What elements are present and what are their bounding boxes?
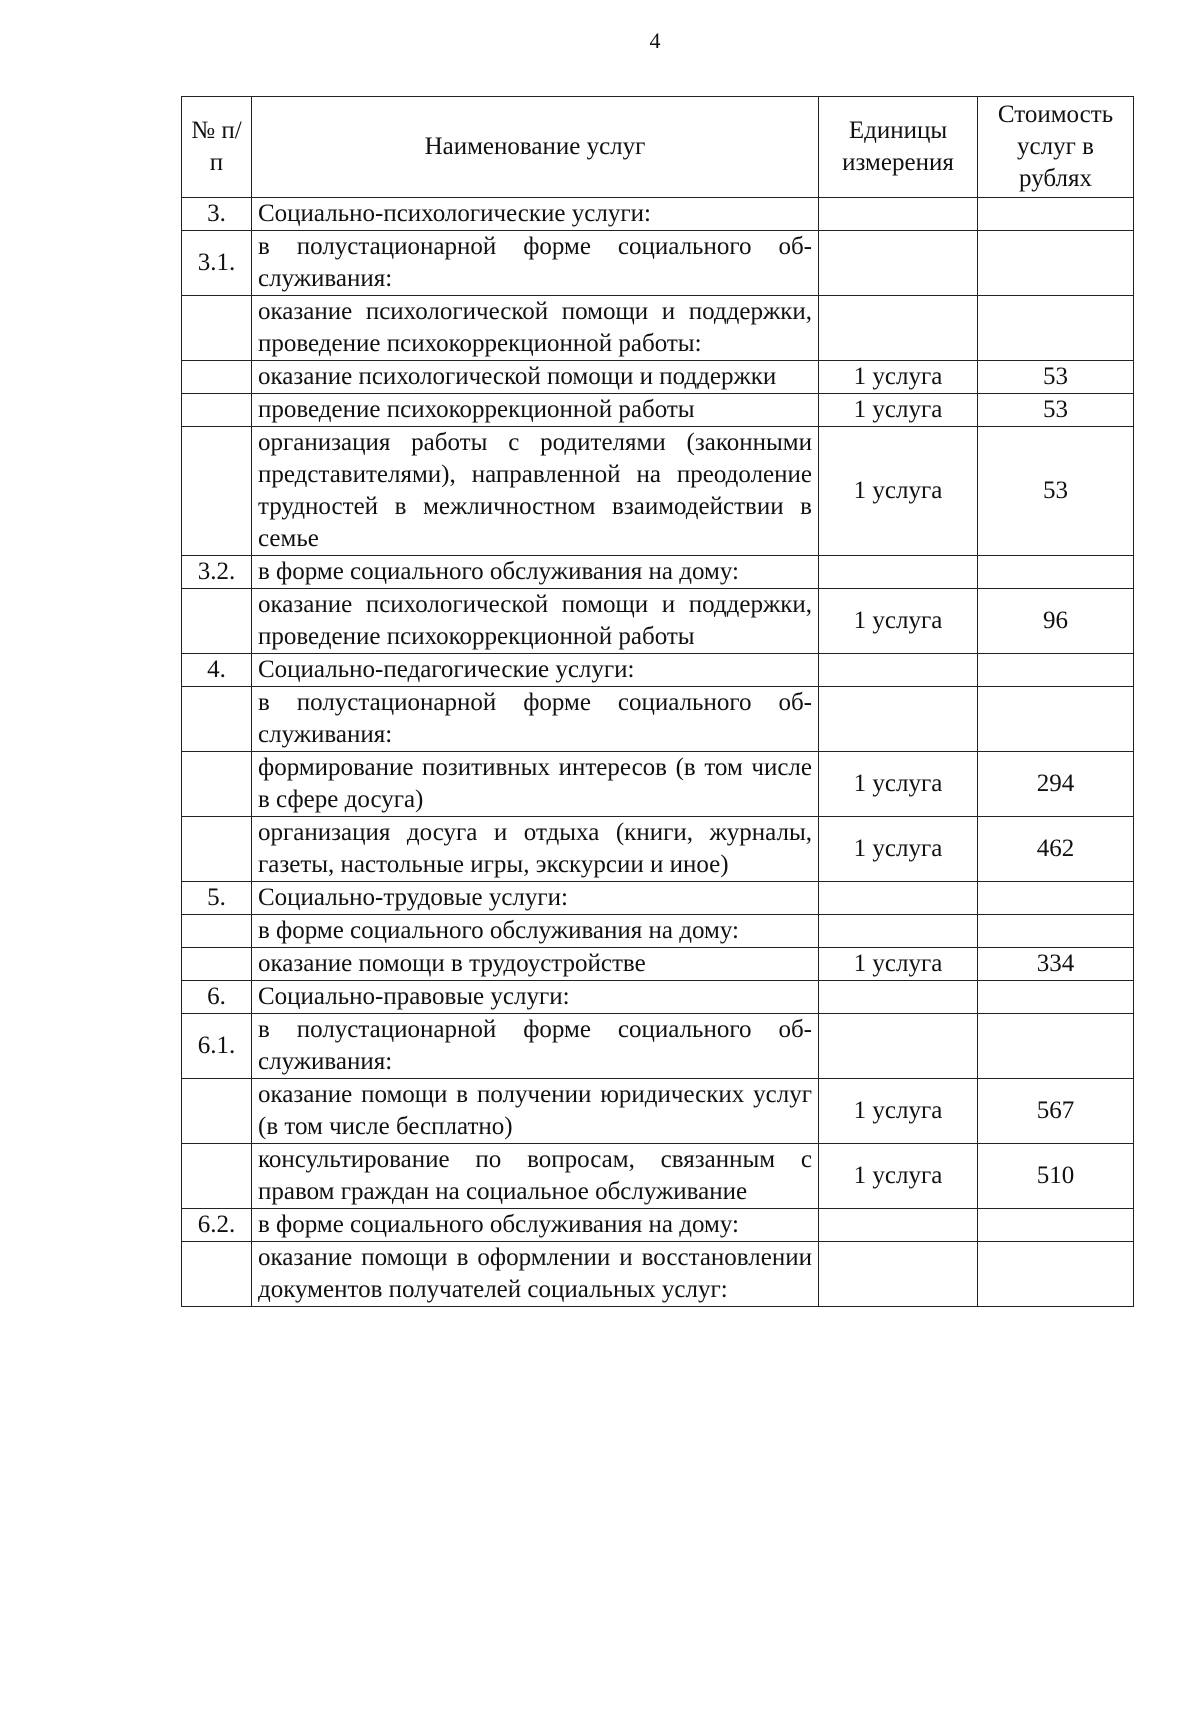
header-service-name: Наименование услуг xyxy=(252,97,819,198)
row-number xyxy=(182,1242,252,1307)
table-row xyxy=(182,817,1134,882)
row-service-name: в форме социального обслуживания на дому: xyxy=(252,1209,819,1242)
row-service-name: Социально-трудовые услуги: xyxy=(252,882,819,915)
row-price: 53 xyxy=(978,394,1134,427)
row-price xyxy=(978,296,1134,361)
row-number xyxy=(182,361,252,394)
row-unit xyxy=(819,1242,978,1307)
row-price: 462 xyxy=(978,817,1134,882)
row-price: 510 xyxy=(978,1144,1134,1209)
row-service-name: в полустационарной форме социального обслуживания: xyxy=(252,231,819,296)
row-service-name: организация работы с родителями (законными представителями), направленной на преодоление трудностей в межличностном взаимодействии в семье xyxy=(252,427,819,556)
row-unit xyxy=(819,198,978,231)
row-price xyxy=(978,231,1134,296)
row-unit xyxy=(819,1209,978,1242)
row-service-name: в форме социального обслуживания на дому: xyxy=(252,556,819,589)
page-number: 4 xyxy=(649,28,661,53)
row-price xyxy=(978,1242,1134,1307)
row-service-name: проведение психокоррекционной работы xyxy=(252,394,819,427)
row-price: 96 xyxy=(978,589,1134,654)
table-row xyxy=(182,687,1134,752)
row-number: 6. xyxy=(182,981,252,1014)
header-number: № п/п xyxy=(182,97,252,198)
table-row xyxy=(182,654,1134,687)
table-row xyxy=(182,1242,1134,1307)
row-unit xyxy=(819,981,978,1014)
row-unit: 1 услуга xyxy=(819,589,978,654)
row-service-name: Социально-правовые услуги: xyxy=(252,981,819,1014)
row-number xyxy=(182,752,252,817)
row-service-name: Социально-психологические услуги: xyxy=(252,198,819,231)
table-row xyxy=(182,1014,1134,1079)
row-price xyxy=(978,654,1134,687)
header-price: Стоимость услуг в рублях xyxy=(978,97,1134,198)
row-service-name: организация досуга и отдыха (книги, журналы, газеты, настольные игры, экскурсии и иное) xyxy=(252,817,819,882)
row-unit: 1 услуга xyxy=(819,394,978,427)
row-unit xyxy=(819,1014,978,1079)
row-number xyxy=(182,1079,252,1144)
row-unit xyxy=(819,654,978,687)
row-unit xyxy=(819,882,978,915)
row-unit: 1 услуга xyxy=(819,361,978,394)
table-row xyxy=(182,915,1134,948)
row-service-name: оказание психологической помощи и поддержки, проведение психокоррекционной работы: xyxy=(252,296,819,361)
row-number xyxy=(182,915,252,948)
row-service-name: оказание психологической помощи и поддержки xyxy=(252,361,819,394)
row-price: 334 xyxy=(978,948,1134,981)
row-service-name: оказание помощи в получении юридических услуг (в том числе бесплатно) xyxy=(252,1079,819,1144)
row-price: 53 xyxy=(978,427,1134,556)
row-unit xyxy=(819,915,978,948)
row-service-name: оказание помощи в трудоустройстве xyxy=(252,948,819,981)
row-unit: 1 услуга xyxy=(819,1144,978,1209)
row-unit xyxy=(819,296,978,361)
row-service-name: в полустационарной форме социального обслуживания: xyxy=(252,1014,819,1079)
table-row xyxy=(182,361,1134,394)
row-price xyxy=(978,915,1134,948)
row-unit xyxy=(819,556,978,589)
row-price: 294 xyxy=(978,752,1134,817)
row-service-name: оказание психологической помощи и поддержки, проведение психокоррекционной работы xyxy=(252,589,819,654)
table-row xyxy=(182,556,1134,589)
row-number: 3. xyxy=(182,198,252,231)
row-service-name: в форме социального обслуживания на дому: xyxy=(252,915,819,948)
row-unit: 1 услуга xyxy=(819,427,978,556)
table-row xyxy=(182,427,1134,556)
table-row xyxy=(182,231,1134,296)
table-row xyxy=(182,198,1134,231)
header-unit: Единицы измерения xyxy=(819,97,978,198)
row-price: 53 xyxy=(978,361,1134,394)
row-number: 5. xyxy=(182,882,252,915)
row-number xyxy=(182,589,252,654)
row-service-name: в полустационарной форме социального обслуживания: xyxy=(252,687,819,752)
row-price xyxy=(978,882,1134,915)
table-header-row xyxy=(182,97,1134,198)
row-service-name: консультирование по вопросам, связанным с правом граждан на социальное обслуживание xyxy=(252,1144,819,1209)
table-row xyxy=(182,1079,1134,1144)
row-unit xyxy=(819,231,978,296)
row-price xyxy=(978,1209,1134,1242)
table-row xyxy=(182,296,1134,361)
table-row xyxy=(182,394,1134,427)
table-row xyxy=(182,752,1134,817)
row-number: 3.2. xyxy=(182,556,252,589)
row-number: 3.1. xyxy=(182,231,252,296)
row-number xyxy=(182,687,252,752)
row-number: 6.2. xyxy=(182,1209,252,1242)
table-row xyxy=(182,981,1134,1014)
row-number xyxy=(182,427,252,556)
row-number xyxy=(182,296,252,361)
services-price-table xyxy=(181,96,1134,1307)
row-price xyxy=(978,1014,1134,1079)
row-number: 6.1. xyxy=(182,1014,252,1079)
row-price xyxy=(978,981,1134,1014)
table-row xyxy=(182,1144,1134,1209)
row-service-name: Социально-педагогические услуги: xyxy=(252,654,819,687)
row-number xyxy=(182,394,252,427)
row-unit: 1 услуга xyxy=(819,948,978,981)
row-price xyxy=(978,198,1134,231)
row-price xyxy=(978,687,1134,752)
row-unit: 1 услуга xyxy=(819,752,978,817)
row-number: 4. xyxy=(182,654,252,687)
row-number xyxy=(182,817,252,882)
table-row xyxy=(182,948,1134,981)
row-service-name: формирование позитивных интересов (в том числе в сфере досуга) xyxy=(252,752,819,817)
row-number xyxy=(182,1144,252,1209)
row-unit xyxy=(819,687,978,752)
row-service-name: оказание помощи в оформлении и восстановлении документов получателей социальных услуг: xyxy=(252,1242,819,1307)
row-unit: 1 услуга xyxy=(819,817,978,882)
table-row xyxy=(182,882,1134,915)
row-number xyxy=(182,948,252,981)
row-price: 567 xyxy=(978,1079,1134,1144)
table-row xyxy=(182,589,1134,654)
table-row xyxy=(182,1209,1134,1242)
row-unit: 1 услуга xyxy=(819,1079,978,1144)
row-price xyxy=(978,556,1134,589)
